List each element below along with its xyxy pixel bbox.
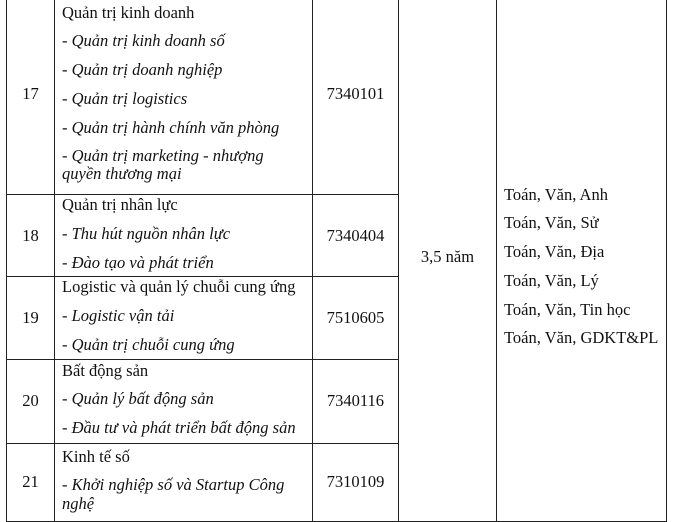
specialization-item: - Quản trị kinh doanh số: [62, 31, 225, 51]
major-cell: [55, 277, 313, 359]
major-code: 7510605: [313, 277, 399, 359]
table-row: [7, 0, 667, 195]
combination-item: Toán, Văn, Địa: [504, 242, 605, 262]
specialization-item: - Quản trị chuỗi cung ứng: [62, 334, 235, 354]
major-name: Logistic và quản lý chuỗi cung ứng: [62, 277, 296, 297]
major-code: 7340116: [313, 359, 399, 443]
major-cell: [55, 443, 313, 521]
major-code: 7340101: [313, 0, 399, 195]
specialization-item: - Quản trị logistics: [62, 88, 188, 108]
major-cell: [55, 195, 313, 277]
major-name: Quản trị nhân lực: [62, 195, 178, 214]
combination-item: Toán, Văn, Anh: [504, 184, 608, 204]
major-name: Kinh tế số: [62, 446, 130, 466]
specialization-item: - Quản lý bất động sản: [62, 389, 214, 409]
major-cell: [55, 0, 313, 195]
major-cell: [55, 359, 313, 443]
combination-item: Toán, Văn, GDKT&PL: [504, 328, 659, 348]
combination-item: Toán, Văn, Tin học: [504, 299, 631, 319]
major-name: Quản trị kinh doanh: [62, 2, 195, 22]
row-number: 19: [7, 277, 55, 359]
subject-combinations: [504, 185, 666, 349]
combination-item: Toán, Văn, Lý: [504, 270, 599, 290]
major-code: 7310109: [313, 443, 399, 521]
specialization-item: - Quản trị marketing - nhượng quyền thương mại: [62, 145, 264, 184]
specialization-item: - Quản trị hành chính văn phòng: [62, 117, 280, 137]
row-number: 17: [7, 0, 55, 195]
specialization-item: - Logistic vận tải: [62, 306, 175, 326]
study-duration: 3,5 năm: [399, 0, 497, 521]
major-code: 7340404: [313, 195, 399, 277]
major-name: Bất động sản: [62, 360, 149, 380]
row-number: 20: [7, 359, 55, 443]
combination-item: Toán, Văn, Sử: [504, 213, 599, 233]
specialization-item: - Đầu tư và phát triển bất động sản: [62, 418, 296, 438]
row-number: 18: [7, 195, 55, 277]
row-number: 21: [7, 443, 55, 521]
subject-combinations-cell: [497, 0, 667, 521]
specialization-item: - Thu hút nguồn nhân lực: [62, 223, 231, 243]
program-table: [6, 0, 667, 522]
specialization-item: - Quản trị doanh nghiệp: [62, 60, 223, 80]
specialization-item: - Khởi nghiệp số và Startup Công nghệ: [62, 474, 285, 513]
specialization-item: - Đào tạo và phát triển: [62, 252, 214, 272]
